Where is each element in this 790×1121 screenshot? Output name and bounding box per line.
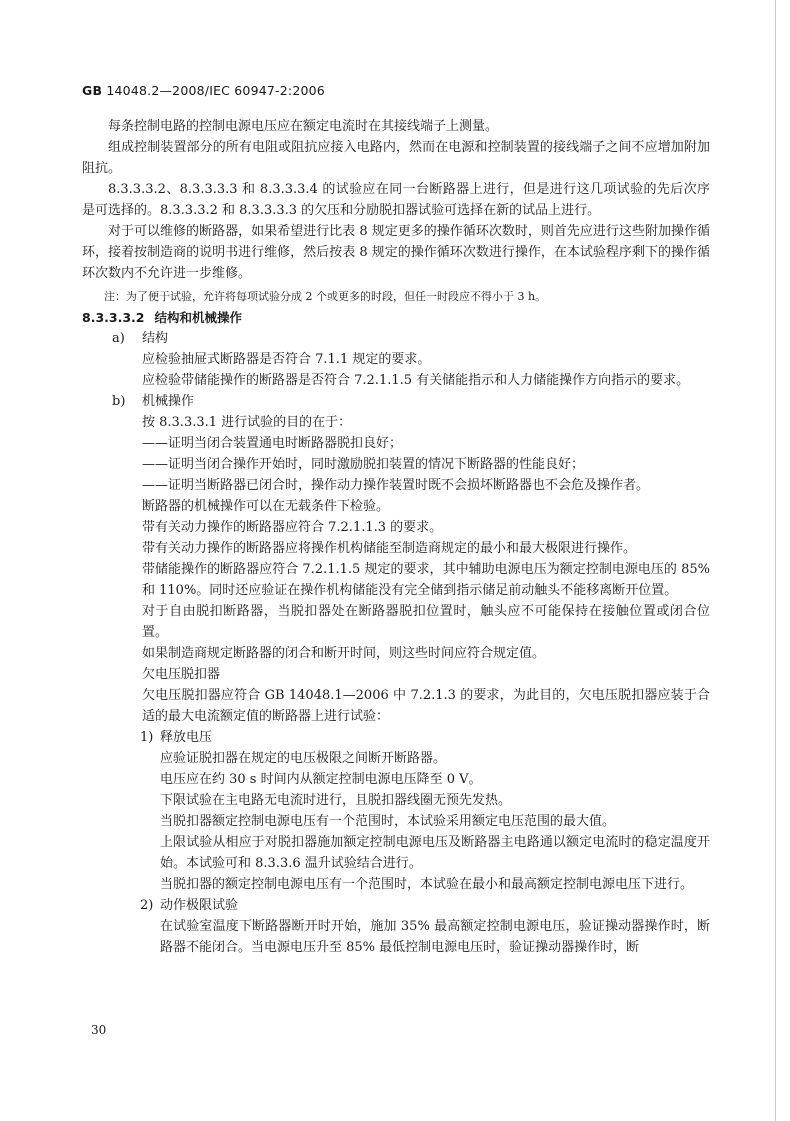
- paragraph: 8.3.3.3.2、8.3.3.3.3 和 8.3.3.3.4 的试验应在同一台断路器上进行，但是进行这几项试验的先后次序是可选择的。8.3.3.3.2 和 8.3.3.3.3 的欠压和分励脱扣器试验可选择在新的试品上进行。: [82, 182, 710, 218]
- note: 注：为了便于试验，允许将每项试验分成 2 个或更多的时段，但任一时段应不得小于 3 h。: [104, 290, 547, 303]
- item-line: 按 8.3.3.3.1 进行试验的目的在于：: [142, 415, 352, 430]
- item-line: 带储能操作的断路器应符合 7.2.1.1.5 规定的要求，其中辅助电源电压为额定控制电源电压的 85% 和 110%。同时还应验证在操作机构储能没有完全储到指示储足前动触头不能移离断开位置。: [142, 562, 710, 598]
- dash-item: ——证明当闭合操作开始时，同时激励脱扣装置的情况下断路器的性能良好；: [142, 457, 585, 472]
- list-item-b: [82, 391, 710, 412]
- document-body: [82, 116, 710, 958]
- list-item-a: [82, 328, 710, 349]
- item-mark: b): [112, 394, 126, 409]
- dash-item: ——证明当闭合装置通电时断路器脱扣良好；: [142, 436, 403, 451]
- sub-item-line: 下限试验在主电路无电流时进行，且脱扣器线圈无预先发热。: [160, 793, 512, 808]
- dash-item: ——证明当断路器已闭合时，操作动力操作装置时既不会损坏断路器也不会危及操作者。: [142, 478, 650, 493]
- item-title: 机械操作: [142, 394, 195, 409]
- sub-item-line: 当脱扣器的额定控制电源电压有一个范围时，本试验在最小和最高额定控制电源电压下进行。: [160, 877, 694, 892]
- sub-item-2-body: [82, 916, 710, 958]
- sub-item-1-body: [82, 748, 710, 895]
- sub-item-1: [82, 727, 710, 748]
- clause-number: 8.3.3.3.2: [82, 310, 145, 325]
- paragraph: 组成控制装置部分的所有电阻或阻抗应接入电路内，然而在电源和控制装置的接线端子之间不应增加附加阻抗。: [82, 140, 710, 176]
- item-line: 欠电压脱扣器: [142, 667, 221, 682]
- item-line: 断路器的机械操作可以在无载条件下检验。: [142, 499, 390, 514]
- sub-item-title: 释放电压: [160, 730, 213, 745]
- item-line: 应检验抽屉式断路器是否符合 7.1.1 规定的要求。: [142, 352, 431, 367]
- sub-item-mark: 1): [140, 730, 154, 745]
- paragraph: 对于可以维修的断路器，如果希望进行比表 8 规定更多的操作循环次数时，则首先应进行这些附加操作循环，接着按制造商的说明书进行维修，然后按表 8 规定的操作循环次数进行操作，在本试验程序剩下的操作循环次数内不允许进一步维修。: [82, 224, 710, 281]
- sub-item-line: 电压应在约 30 s 时间内从额定控制电源电压降至 0 V。: [160, 772, 482, 787]
- sub-item-line: 上限试验从相应于对脱扣器施加额定控制电源电压及断路器主电路通以额定电流时的稳定温度开始。本试验可和 8.3.3.6 温升试验结合进行。: [160, 835, 710, 871]
- item-b-body-cont: [82, 496, 710, 727]
- sub-item-mark: 2): [140, 898, 154, 913]
- item-line: 欠电压脱扣器应符合 GB 14048.1—2006 中 7.2.1.3 的要求，为此目的，欠电压脱扣器应装于合适的最大电流额定值的断路器上进行试验：: [142, 688, 710, 724]
- standard-number: 14048.2—2008/IEC 60947-2:2006: [102, 83, 325, 98]
- page-number: 30: [91, 1023, 107, 1037]
- sub-item-line: 在试验室温度下断路器断开时开始，施加 35% 最高额定控制电源电压，验证操动器操作时，断路器不能闭合。当电源电压升至 85% 最低控制电源电压时，验证操动器操作时，断: [160, 919, 710, 955]
- item-b-body: [82, 412, 710, 433]
- sub-item-title: 动作极限试验: [160, 898, 239, 913]
- item-line: 带有关动力操作的断路器应将操作机构储能至制造商规定的最小和最大极限进行操作。: [142, 541, 637, 556]
- sub-item-2: [82, 895, 710, 916]
- standard-code: GB: [82, 83, 103, 98]
- clause-heading: [82, 307, 710, 328]
- page-edge-line: [775, 0, 776, 1121]
- item-a-body: [82, 349, 710, 391]
- sub-item-line: 应验证脱扣器在规定的电压极限之间断开断路器。: [160, 751, 447, 766]
- item-line: 应检验带储能操作的断路器是否符合 7.2.1.1.5 有关储能指示和人力储能操作方向指示的要求。: [142, 373, 690, 388]
- item-title: 结构: [142, 331, 169, 346]
- item-line: 对于自由脱扣断路器，当脱扣器处在断路器脱扣位置时，触头应不可能保持在接触位置或闭合位置。: [142, 604, 710, 640]
- running-header: [82, 83, 325, 98]
- item-mark: a): [112, 331, 125, 346]
- item-line: 如果制造商规定断路器的闭合和断开时间，则这些时间应符合规定值。: [142, 646, 546, 661]
- item-line: 带有关动力操作的断路器应符合 7.2.1.1.3 的要求。: [142, 520, 443, 535]
- clause-title: 结构和机械操作: [154, 310, 242, 325]
- paragraph: 每条控制电路的控制电源电压应在额定电流时在其接线端子上测量。: [108, 119, 499, 134]
- sub-item-line: 当脱扣器额定控制电源电压有一个范围时，本试验采用额定电压范围的最大值。: [160, 814, 616, 829]
